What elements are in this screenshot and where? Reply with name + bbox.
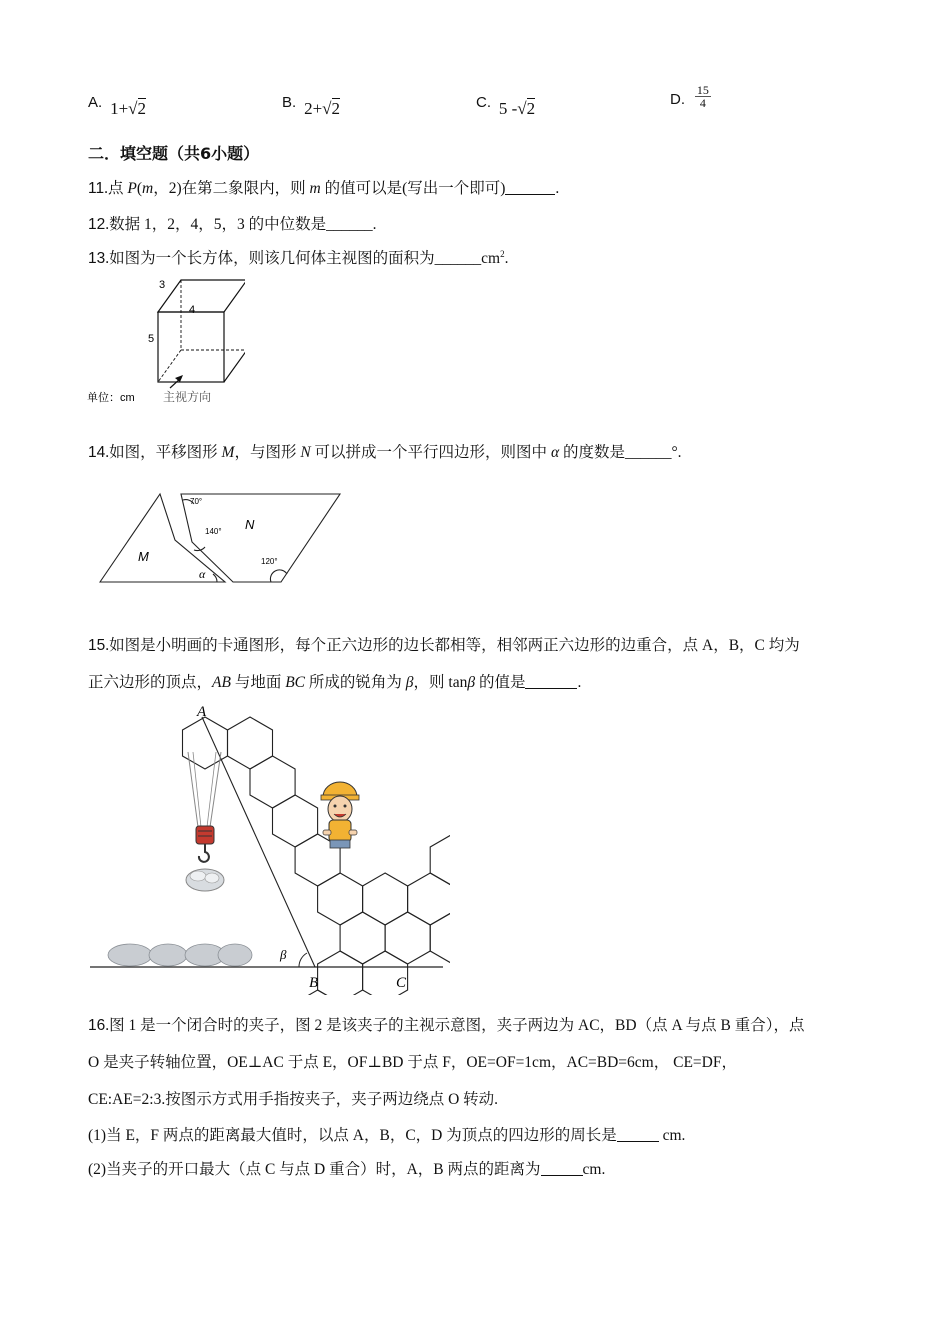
shape-m	[100, 494, 225, 582]
q16-line1: .图 1 是一个闭合时的夹子，图 2 是该夹子的主视示意图，夹子两边为 AC，BD（点 A 与点 B 重合），点	[105, 1017, 805, 1034]
sqrt-icon: √	[128, 99, 138, 118]
question-13	[88, 246, 508, 268]
question-14	[88, 440, 682, 462]
q14-text: .如图，平移图形	[105, 444, 222, 461]
q15-end: .	[577, 674, 582, 691]
dim-depth: 4	[189, 304, 196, 316]
question-16-line-3: CE:AE=2:3.按图示方式用手指按夹子，夹子两边绕点 O 转动.	[88, 1091, 499, 1108]
hexagon-figure	[85, 700, 450, 995]
beta-label: β	[280, 947, 287, 962]
q15-var-beta: β	[405, 674, 414, 691]
option-a-radicand: 2	[137, 99, 146, 118]
arrow-head-icon	[175, 375, 183, 382]
q11-var-m: m	[309, 180, 321, 197]
cuboid-front-face	[158, 312, 224, 382]
translation-figure	[95, 490, 345, 585]
q11-text: (	[136, 180, 142, 197]
point-b-label: B	[309, 975, 319, 991]
angle-120: 120°	[261, 557, 278, 566]
q11-var-m: m	[142, 180, 154, 197]
question-16-part-2	[88, 1157, 605, 1179]
answer-blank[interactable]	[541, 1160, 583, 1177]
option-c-label: C.	[476, 94, 491, 111]
q13-sup: 2	[500, 248, 505, 259]
option-d-fraction	[695, 84, 711, 109]
hook-block-icon	[196, 826, 214, 844]
q11-text: 的值可以是(写出一个即可)	[320, 180, 506, 197]
question-number: 13	[88, 250, 106, 267]
question-number: 12	[88, 216, 106, 233]
section-title: 二．填空题（共6小题）	[88, 144, 260, 163]
rock-icon	[205, 873, 219, 883]
rock-pile-icon	[108, 944, 152, 966]
q15-text: 与地面	[230, 674, 286, 691]
dim-top: 3	[159, 279, 166, 291]
q16-part2-end: cm.	[582, 1161, 606, 1178]
question-12	[88, 212, 377, 234]
option-c	[476, 92, 536, 118]
option-a-expr: 1+	[110, 99, 129, 118]
hexagon-cell	[250, 756, 295, 808]
q14-text: 可以拼成一个平行四边形，则图中	[310, 444, 551, 461]
angle-alpha: α	[199, 567, 206, 581]
label-m: M	[138, 549, 149, 564]
question-16-line-2: O 是夹子转轴位置，OE⊥AC 于点 E，OF⊥BD 于点 F，OE=OF=1cm，AC=BD=6cm， CE=DF，	[88, 1054, 737, 1071]
q14-text: ，与图形	[234, 444, 301, 461]
rock-icon	[190, 871, 206, 881]
fraction-denominator: 4	[699, 96, 706, 110]
option-b-radicand: 2	[331, 99, 340, 118]
hexagon-cell	[363, 873, 408, 925]
hexagon-cell	[228, 717, 273, 769]
option-b-expr: 2+	[304, 99, 323, 118]
cuboid-top-face	[158, 280, 245, 312]
question-15-line-1	[88, 633, 800, 655]
point-a-label: A	[197, 704, 207, 720]
angle-140: 140°	[205, 527, 222, 536]
q11-text: ，2)在第二象限内，则	[153, 180, 310, 197]
line-ab	[202, 717, 315, 967]
q14-var-alpha: α	[550, 444, 560, 461]
rope	[188, 752, 198, 827]
q11-end: .	[555, 180, 560, 197]
q15-line1: .如图是小明画的卡通图形，每个正六边形的边长都相等，相邻两正六边形的边重合，点 A，B，C 均为	[105, 637, 800, 654]
q14-text: 的度数是______°.	[559, 444, 682, 461]
fraction-numerator: 15	[696, 83, 709, 97]
worker-character-icon	[321, 782, 359, 848]
question-number: 14	[88, 444, 106, 461]
question-15-line-2	[88, 670, 581, 692]
answer-blank[interactable]	[505, 179, 555, 196]
direction-label: 主视方向	[163, 390, 212, 404]
q15-text: ，则 tan	[413, 674, 468, 691]
answer-blank[interactable]	[525, 673, 577, 690]
hexagon-cell	[385, 912, 430, 964]
q13-end: .	[504, 250, 509, 267]
option-a	[88, 92, 146, 118]
option-b-label: B.	[282, 94, 297, 111]
option-c-radicand: 2	[526, 99, 536, 118]
q15-var-ab: AB	[212, 674, 231, 691]
label-n: N	[245, 517, 255, 532]
option-b	[282, 92, 340, 118]
cuboid-side-edge	[224, 280, 245, 382]
q11-text: .点	[104, 180, 128, 197]
hexagon-cell	[430, 912, 450, 964]
q11-var-p: P	[127, 180, 137, 197]
option-d-label: D.	[670, 91, 685, 109]
q15-text: 所成的锐角为	[305, 674, 406, 691]
hexagon-cell	[340, 912, 385, 964]
sqrt-icon: √	[322, 99, 332, 118]
option-c-expr: 5 -	[498, 99, 518, 118]
question-16-line-1	[88, 1013, 805, 1035]
q16-part1-end: cm.	[658, 1127, 686, 1144]
option-a-label: A.	[88, 94, 103, 111]
q12-text: .数据 1，2，4，5，3 的中位数是______.	[105, 216, 377, 233]
option-d	[670, 84, 711, 109]
question-11	[88, 176, 559, 198]
question-number: 15	[88, 637, 106, 654]
q14-var-m: M	[221, 444, 235, 461]
question-number: 11	[88, 180, 105, 197]
question-16-part-1	[88, 1123, 685, 1145]
q13-text: .如图为一个长方体，则该几何体主视图的面积为______cm	[105, 250, 501, 267]
q16-part2: (2)当夹子的开口最大（点 C 与点 D 重合）时，A，B 两点的距离为	[88, 1161, 541, 1178]
q14-var-n: N	[300, 444, 311, 461]
point-c-label: C	[396, 975, 407, 991]
hexagon-cell	[318, 873, 363, 925]
q15-var-beta: β	[467, 674, 476, 691]
hook-icon	[199, 844, 209, 862]
sqrt-icon: √	[517, 99, 527, 118]
q15-var-bc: BC	[285, 674, 306, 691]
q15-text: 的值是	[475, 674, 526, 691]
angle-70: 70°	[190, 497, 203, 506]
answer-blank[interactable]	[617, 1126, 659, 1143]
hexagon-cell	[273, 795, 318, 847]
beta-arc	[299, 953, 307, 967]
q16-part1: (1)当 E，F 两点的距离最大值时，以点 A，B，C，D 为顶点的四边形的周长是	[88, 1127, 617, 1144]
dim-height: 5	[148, 333, 155, 345]
rock-pile-icon	[149, 944, 187, 966]
q15-text: 正六边形的顶点，	[88, 674, 213, 691]
rock-pile-icon	[218, 944, 252, 966]
unit-label: 单位：cm	[87, 392, 135, 404]
hexagon-cell	[318, 951, 363, 995]
cuboid-figure	[85, 272, 245, 407]
question-number: 16	[88, 1017, 106, 1034]
